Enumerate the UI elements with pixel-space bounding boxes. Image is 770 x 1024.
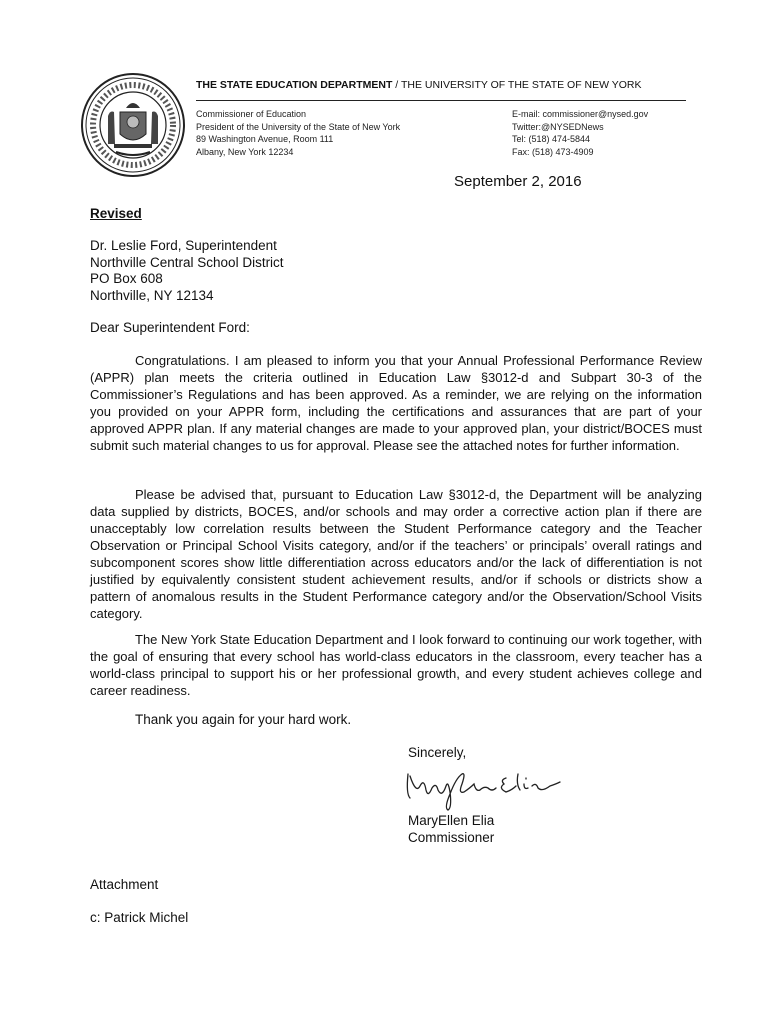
office-address-block: [196, 108, 400, 158]
cc-line: c: Patrick Michel: [90, 910, 189, 925]
recipient-address: [90, 238, 284, 304]
department-name: THE STATE EDUCATION DEPARTMENT: [196, 79, 393, 91]
contact-phone: Tel: (518) 474-5844: [512, 134, 591, 144]
office-line: President of the University of the State of New York: [196, 121, 401, 132]
signer-block: [408, 812, 494, 846]
attachment-note: Attachment: [90, 877, 159, 892]
university-name: / THE UNIVERSITY OF THE STATE OF NEW YORK: [392, 79, 642, 91]
office-line: 89 Washington Avenue, Room 111: [196, 134, 334, 144]
contact-twitter: Twitter:@NYSEDNews: [512, 121, 604, 132]
body-paragraph-2: Please be advised that, pursuant to Education Law §3012-d, the Department will be analyzing data supplied by districts, BOCES, and/or schools and may order a corrective action plan if there are unacceptably low correlation results between the Student Performance category and the Teacher Observation or Principal School Visits category, and/or if the teachers’ or principals’ overall ratings and subcomponent scores show little differentiation across educators and/or the lack of differentiation is not justified by equivalently consistent student achievement results, and/or if schools or districts show a pattern of anomalous results in the Student Performance category and/or the Observation/School Visits category.: [90, 487, 702, 621]
salutation: Dear Superintendent Ford:: [90, 320, 250, 335]
body-paragraph-3: The New York State Education Department and I look forward to continuing our work together, with the goal of ensuring that every school has world-class educators in the classroom, every teacher has a world-class principal to support his or her professional growth, and every student achieves college and career readiness.: [90, 632, 702, 698]
contact-email: E-mail: commissioner@nysed.gov: [512, 109, 649, 119]
contact-block: [512, 108, 648, 158]
recipient-line: Northville, NY 12134: [90, 287, 214, 303]
recipient-line: PO Box 608: [90, 271, 163, 286]
body-paragraph-1: Congratulations. I am pleased to inform you that your Annual Professional Performance Review (APPR) plan meets the criteria outlined in Education Law §3012-d and Subpart 30-3 of the Commissioner’s Regulations and has been approved. As a reminder, we are relying on the information you provided on your APPR form, including the certifications and assurances that are part of your approved APPR plan. If any material changes are made to your approved plan, your district/BOCES must submit such material changes to us for approval. Please see the attached notes for further information.: [90, 353, 702, 453]
signer-title: Commissioner: [408, 830, 495, 845]
contact-fax: Fax: (518) 473-4909: [512, 146, 594, 157]
signature-icon: [402, 764, 562, 814]
recipient-line: Dr. Leslie Ford, Superintendent: [90, 238, 277, 253]
signer-name: MaryEllen Elia: [408, 813, 495, 828]
thanks-line: Thank you again for your hard work.: [135, 712, 352, 727]
letterhead-title: [196, 79, 642, 91]
state-seal-icon: [80, 72, 186, 178]
letterhead-divider: [196, 100, 686, 101]
office-line: Commissioner of Education: [196, 109, 307, 119]
recipient-line: Northville Central School District: [90, 254, 284, 270]
closing: Sincerely,: [408, 745, 467, 760]
letter-date: September 2, 2016: [454, 173, 582, 190]
revised-label: Revised: [90, 206, 142, 221]
office-line: Albany, New York 12234: [196, 146, 294, 157]
